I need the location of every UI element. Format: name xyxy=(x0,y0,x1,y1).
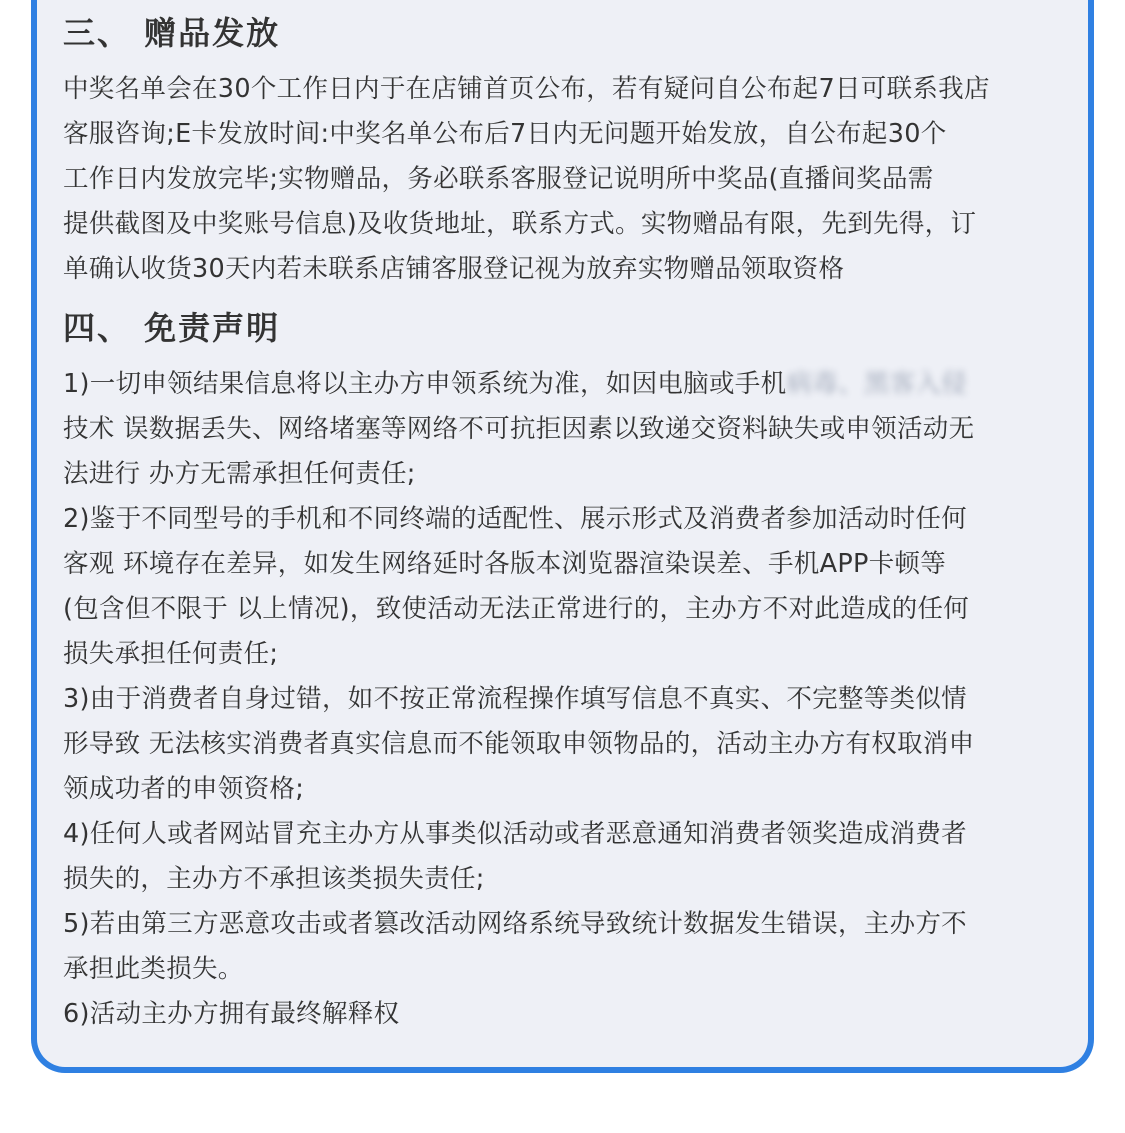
text-line: 提供截图及中奖账号信息)及收货地址，联系方式。实物赠品有限，先到先得，订 xyxy=(63,209,977,239)
blurred-text: 病毒、黑客入侵 xyxy=(786,369,967,399)
text-line: 法进行 办方无需承担任何责任; xyxy=(63,459,416,489)
text-line: 技术 误数据丢失、网络堵塞等网络不可抗拒因素以致递交资料缺失或申领活动无 xyxy=(63,414,975,444)
text-line: 承担此类损失。 xyxy=(63,954,244,984)
text-line: 损失承担任何责任; xyxy=(63,639,279,669)
text-line: 工作日内发放完毕;实物赠品，务必联系客服登记说明所中奖品(直播间奖品需 xyxy=(63,164,934,194)
text-line: 2)鉴于不同型号的手机和不同终端的适配性、展示形式及消费者参加活动时任何 xyxy=(63,504,967,534)
text-line: 单确认收货30天内若未联系店铺客服登记视为放弃实物赠品领取资格 xyxy=(63,254,845,284)
disclaimer-item-3 xyxy=(63,677,1073,812)
text-line: 形导致 无法核实消费者真实信息而不能领取申领物品的，活动主办方有权取消申 xyxy=(63,729,975,759)
gift-distribution-paragraph xyxy=(63,67,1073,292)
section-title-disclaimer: 四、 免责声明 xyxy=(63,309,281,347)
text-line: 4)任何人或者网站冒充主办方从事类似活动或者恶意通知消费者领奖造成消费者 xyxy=(63,819,967,849)
text-line: (包含但不限于 以上情况)，致使活动无法正常进行的，主办方不对此造成的任何 xyxy=(63,594,970,624)
text-line: 损失的，主办方不承担该类损失责任; xyxy=(63,864,485,894)
item-1-visible-text: 1)一切申领结果信息将以主办方申领系统为准，如因电脑或手机 xyxy=(63,369,787,399)
text-line: 领成功者的申领资格; xyxy=(63,774,305,804)
section-title-gift-distribution: 三、 赠品发放 xyxy=(63,14,281,52)
text-line xyxy=(63,362,1073,407)
disclaimer-item-2 xyxy=(63,497,1073,677)
text-line: 3)由于消费者自身过错，如不按正常流程操作填写信息不真实、不完整等类似情 xyxy=(63,684,967,714)
disclaimer-item-1 xyxy=(63,362,1073,497)
disclaimer-item-6 xyxy=(63,992,1073,1037)
disclaimer-item-5 xyxy=(63,902,1073,992)
text-line: 6)活动主办方拥有最终解释权 xyxy=(63,999,400,1029)
text-line: 5)若由第三方恶意攻击或者篡改活动网络系统导致统计数据发生错误，主办方不 xyxy=(63,909,967,939)
disclaimer-item-4 xyxy=(63,812,1073,902)
text-line: 客服咨询;E卡发放时间:中奖名单公布后7日内无问题开始发放，自公布起30个 xyxy=(63,119,947,149)
text-line: 中奖名单会在30个工作日内于在店铺首页公布，若有疑问自公布起7日可联系我店 xyxy=(63,74,990,104)
text-line: 客观 环境存在差异，如发生网络延时各版本浏览器渲染误差、手机APP卡顿等 xyxy=(63,549,947,579)
